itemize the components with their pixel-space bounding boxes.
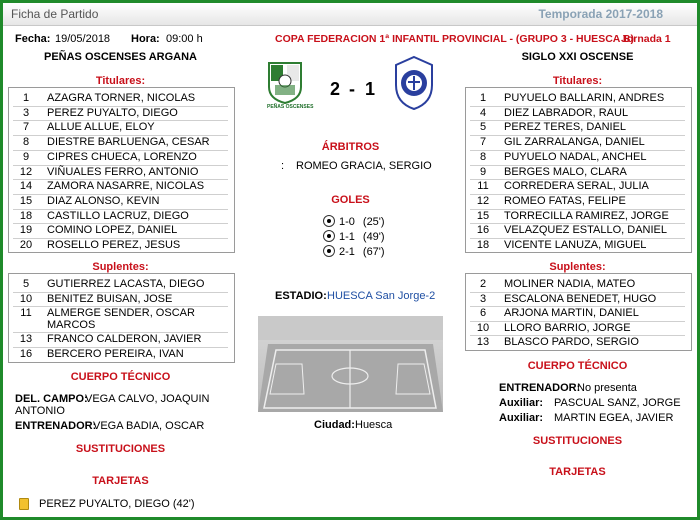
player-row: [9, 238, 234, 253]
player-number: 13: [476, 336, 490, 348]
player-name: ROMEO FATAS, FELIPE: [504, 194, 626, 207]
player-name: CORREDERA SERAL, JULIA: [504, 180, 649, 193]
player-row: [9, 223, 234, 238]
player-row: [466, 179, 691, 194]
player-row: [466, 238, 691, 253]
away-cuerpo-label: CUERPO TÉCNICO: [527, 360, 628, 372]
player-number: 9: [479, 165, 487, 178]
player-name: DIESTRE BARLUENGA, CESAR: [47, 136, 210, 149]
player-name: AZAGRA TORNER, NICOLAS: [47, 92, 196, 104]
away-tarjetas-label: TARJETAS: [549, 466, 606, 478]
player-row: [466, 135, 691, 150]
player-row: [9, 165, 234, 180]
player-number: 14: [19, 180, 33, 193]
player-name: ARJONA MARTIN, DANIEL: [504, 307, 639, 319]
player-row: [9, 277, 234, 292]
player-row: [466, 277, 691, 292]
player-number: 1: [22, 92, 30, 104]
player-number: 8: [479, 150, 487, 163]
away-team-logo: [392, 55, 436, 111]
jornada-label: Jornada 1: [621, 33, 671, 45]
player-name: VELAZQUEZ ESTALLO, DANIEL: [504, 224, 668, 237]
home-staff1-value: VEGA CALVO, JOAQUIN ANTONIO: [15, 393, 210, 417]
player-name: CIPRES CHUECA, LORENZO: [47, 150, 197, 163]
fecha-value: 19/05/2018: [55, 33, 111, 45]
player-number: 16: [476, 224, 490, 237]
away-titulares-box: [465, 87, 692, 253]
home-tarjetas-label: TARJETAS: [92, 475, 149, 487]
away-staff3-label: Auxiliar:: [499, 412, 544, 424]
player-row: [9, 194, 234, 209]
player-number: 8: [22, 136, 30, 149]
player-row: [9, 347, 234, 362]
player-row: [9, 135, 234, 150]
home-suplentes-label: Suplentes:: [92, 261, 149, 273]
goal-row: [323, 215, 385, 228]
yellow-card-icon: [19, 498, 29, 510]
player-name: ESCALONA BENEDET, HUGO: [504, 292, 657, 305]
player-number: 13: [19, 333, 33, 345]
player-row: [466, 120, 691, 135]
competition-title: COPA FEDERACION 1ª INFANTIL PROVINCIAL - (GRUPO 3 - HUESCA B): [275, 33, 634, 45]
player-number: 15: [19, 194, 33, 207]
player-row: [9, 306, 234, 332]
player-row: [466, 91, 691, 106]
player-row: [466, 223, 691, 238]
player-name: GUTIERREZ LACASTA, DIEGO: [47, 278, 205, 290]
player-name: ALLUE ALLUE, ELOY: [47, 121, 155, 134]
player-name: TORRECILLA RAMIREZ, JORGE: [504, 209, 669, 222]
soccer-ball-icon: [323, 215, 335, 227]
player-row: [9, 179, 234, 194]
player-number: 6: [479, 307, 487, 319]
player-number: 19: [19, 224, 33, 237]
player-name: FRANCO CALDERON, JAVIER: [47, 333, 202, 345]
arbitros-label: ÁRBITROS: [321, 141, 380, 153]
soccer-ball-icon: [323, 245, 335, 257]
player-row: [466, 165, 691, 180]
home-logo-text: PEÑAS OSCENSES: [267, 104, 314, 110]
estadio-label: ESTADIO:: [275, 290, 327, 302]
fecha-label: Fecha:: [15, 33, 51, 45]
player-name: GIL ZARRALANGA, DANIEL: [504, 136, 645, 149]
player-name: CASTILLO LACRUZ, DIEGO: [47, 209, 189, 222]
player-row: [466, 150, 691, 165]
player-name: DIEZ LABRADOR, RAUL: [504, 106, 629, 119]
soccer-ball-icon: [323, 230, 335, 242]
player-row: [9, 292, 234, 307]
player-number: 10: [476, 321, 490, 334]
player-row: [9, 120, 234, 135]
goles-label: GOLES: [331, 194, 370, 206]
ciudad-label: Ciudad:: [314, 419, 355, 431]
player-name: MOLINER NADIA, MATEO: [504, 278, 636, 290]
home-team-logo: [265, 59, 314, 115]
away-suplentes-box: [465, 273, 692, 351]
player-number: 10: [19, 292, 33, 305]
player-row: [466, 209, 691, 224]
away-team-name: SIGLO XXI OSCENSE: [521, 51, 634, 63]
goal-score: 1-1: [339, 231, 355, 243]
home-score: 2: [330, 79, 341, 99]
goal-score: 1-0: [339, 216, 355, 228]
away-titulares-label: Titulares:: [552, 75, 603, 87]
player-name: ROSELLO PEREZ, JESUS: [47, 239, 181, 251]
player-row: [9, 91, 234, 106]
player-number: 1: [479, 92, 487, 104]
player-name: LLORO BARRIO, JORGE: [504, 321, 631, 334]
player-number: 3: [22, 106, 30, 119]
away-staff1-label: ENTRENADOR:: [499, 382, 581, 394]
home-titulares-label: Titulares:: [95, 75, 146, 87]
hora-label: Hora:: [131, 33, 160, 45]
player-name: ALMERGE SENDER, OSCAR MARCOS: [47, 307, 195, 331]
player-number: 18: [19, 209, 33, 222]
home-suplentes-box: [8, 273, 235, 363]
player-number: 4: [479, 106, 487, 119]
player-number: 18: [476, 239, 490, 251]
away-staff3-value: MARTIN EGEA, JAVIER: [554, 412, 674, 424]
player-row: [466, 292, 691, 307]
home-tarjeta-1: PEREZ PUYALTO, DIEGO (42'): [39, 498, 195, 510]
player-number: 16: [19, 347, 33, 360]
goal-row: [323, 245, 385, 258]
player-number: 12: [476, 194, 490, 207]
player-number: 12: [19, 165, 33, 178]
arbitros-colon: :: [281, 160, 285, 172]
player-number: 11: [477, 180, 489, 193]
player-row: [9, 332, 234, 347]
away-staff2-label: Auxiliar:: [499, 397, 544, 409]
player-row: [466, 335, 691, 350]
player-row: [466, 321, 691, 336]
goal-minute: (67'): [362, 246, 385, 258]
sheet-title: Ficha de Partido: [11, 7, 99, 21]
ciudad-value: Huesca: [355, 419, 393, 431]
away-staff1-value: No presenta: [577, 382, 637, 394]
referee-name: ROMEO GRACIA, SERGIO: [296, 160, 432, 172]
home-staff2-label: ENTRENADOR:: [15, 420, 97, 432]
player-number: 7: [22, 121, 30, 134]
goal-minute: (49'): [362, 231, 385, 243]
player-name: BENITEZ BUISAN, JOSE: [47, 292, 173, 305]
player-name: PEREZ TERES, DANIEL: [504, 121, 627, 134]
away-staff2-value: PASCUAL SANZ, JORGE: [554, 397, 681, 409]
home-staff2-value: VEGA BADIA, OSCAR: [93, 420, 205, 432]
home-cuerpo-label: CUERPO TÉCNICO: [70, 371, 171, 383]
player-name: PUYUELO BALLARIN, ANDRES: [504, 92, 665, 104]
away-suplentes-label: Suplentes:: [549, 261, 606, 273]
player-row: [466, 194, 691, 209]
player-name: PEREZ PUYALTO, DIEGO: [47, 106, 178, 119]
player-name: DIAZ ALONSO, KEVIN: [47, 194, 160, 207]
player-number: 11: [20, 307, 32, 319]
player-row: [466, 306, 691, 321]
hora-value: 09:00 h: [166, 33, 203, 45]
player-row: [466, 106, 691, 121]
player-number: 5: [22, 278, 30, 290]
player-name: VICENTE LANUZA, MIGUEL: [504, 239, 647, 251]
home-titulares-box: [8, 87, 235, 253]
player-number: 7: [479, 136, 487, 149]
player-name: PUYUELO NADAL, ANCHEL: [504, 150, 647, 163]
season-label: Temporada 2017-2018: [538, 7, 663, 21]
player-row: [9, 150, 234, 165]
title-bar: [3, 3, 697, 26]
home-staff1-label: DEL. CAMPO:: [15, 393, 88, 405]
away-sustituciones-label: SUSTITUCIONES: [532, 435, 623, 447]
player-name: ZAMORA NASARRE, NICOLAS: [47, 180, 205, 193]
stadium-image: [258, 316, 443, 412]
goal-minute: (25'): [362, 216, 385, 228]
player-number: 9: [22, 150, 30, 163]
player-number: 3: [479, 292, 487, 305]
goal-score: 2-1: [339, 246, 355, 258]
player-name: BERCERO PEREIRA, IVAN: [47, 347, 184, 360]
away-score: 1: [365, 79, 376, 99]
player-name: COMINO LOPEZ, DANIEL: [47, 224, 178, 237]
goal-row: [323, 230, 385, 243]
player-row: [9, 209, 234, 224]
estadio-link[interactable]: HUESCA San Jorge-2: [327, 290, 436, 302]
player-name: VIÑUALES FERRO, ANTONIO: [47, 165, 199, 178]
player-row: [9, 106, 234, 121]
player-number: 20: [19, 239, 33, 251]
home-team-name: PEÑAS OSCENSES ARGANA: [43, 51, 197, 63]
player-number: 2: [479, 278, 487, 290]
score-separator: -: [349, 79, 355, 99]
player-number: 5: [479, 121, 487, 134]
home-sustituciones-label: SUSTITUCIONES: [75, 443, 166, 455]
player-number: 15: [476, 209, 490, 222]
player-name: BLASCO PARDO, SERGIO: [504, 336, 639, 348]
player-name: BERGES MALO, CLARA: [504, 165, 627, 178]
